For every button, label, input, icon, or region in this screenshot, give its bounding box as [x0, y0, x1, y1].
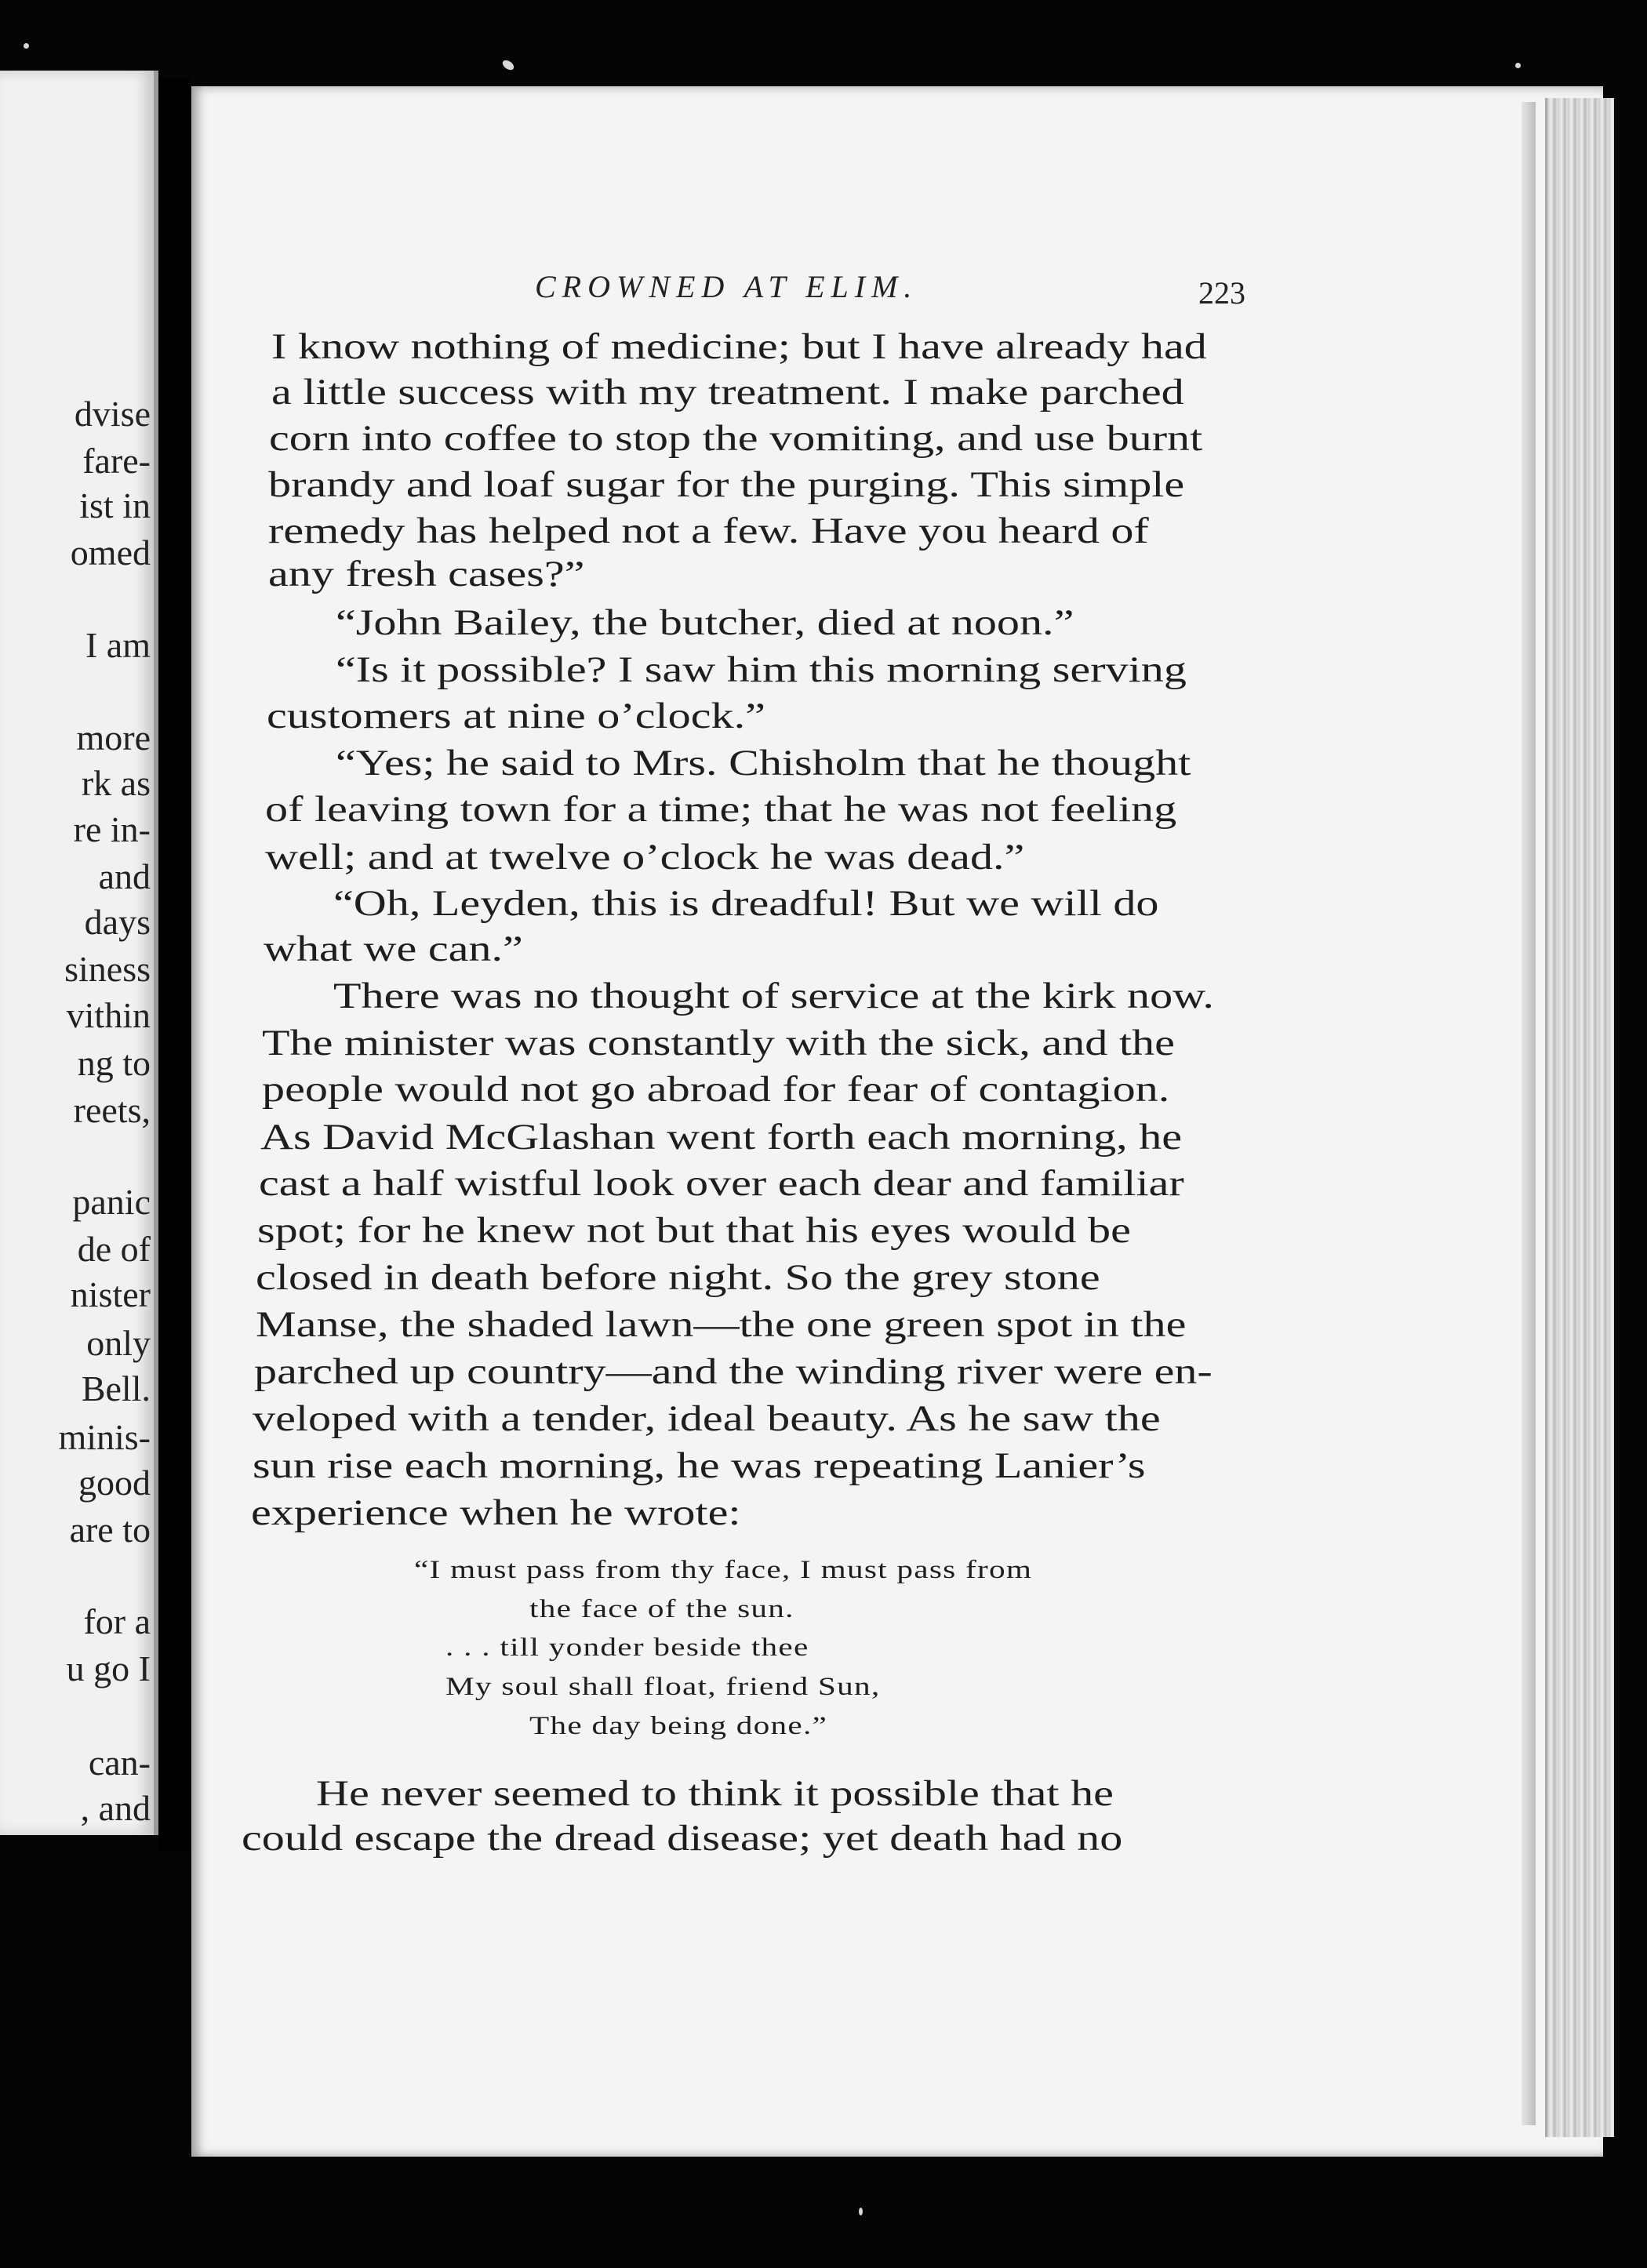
- text-line: “John Bailey, the butcher, died at noon.”: [336, 603, 1074, 643]
- previous-page-line: omed: [70, 532, 151, 572]
- text-line: He never seemed to think it possible that he: [316, 1774, 1114, 1814]
- previous-page-line: vithin: [66, 995, 151, 1035]
- text-line: of leaving town for a time; that he was not feeling: [265, 790, 1177, 830]
- text-line: could escape the dread disease; yet death had no: [242, 1819, 1123, 1859]
- previous-page-line: only: [86, 1323, 151, 1363]
- text-line: brandy and loaf sugar for the purging. This simple: [268, 465, 1185, 505]
- film-speck: [501, 58, 516, 71]
- text-line: a little success with my treatment. I make parched: [271, 373, 1184, 413]
- running-head: CROWNED AT ELIM.: [535, 269, 918, 304]
- previous-page-line: Bell.: [81, 1368, 151, 1408]
- text-line: closed in death before night. So the grey stone: [256, 1258, 1100, 1298]
- previous-page-line: reets,: [73, 1090, 151, 1130]
- poem-line: My soul shall float, friend Sun,: [445, 1673, 881, 1701]
- previous-page-line: good: [78, 1463, 151, 1503]
- page-edges: [1545, 98, 1614, 2137]
- text-line: what we can.”: [264, 929, 523, 969]
- text-line: well; and at twelve o’clock he was dead.”: [265, 838, 1025, 878]
- previous-page-line: , and: [80, 1788, 151, 1828]
- previous-page-line: can-: [88, 1743, 151, 1783]
- previous-page-fragment: [0, 71, 158, 1835]
- book-gutter: [158, 78, 190, 1851]
- previous-page-line: rk as: [81, 763, 151, 803]
- film-speck: [1515, 63, 1521, 68]
- text-line: corn into coffee to stop the vomiting, and use burnt: [269, 419, 1203, 459]
- previous-page-line: are to: [69, 1510, 151, 1550]
- previous-page-line: days: [84, 902, 151, 942]
- previous-page-line: ng to: [77, 1043, 151, 1083]
- poem-line: . . . till yonder beside thee: [445, 1634, 809, 1662]
- text-line: The minister was constantly with the sick, and the: [262, 1023, 1175, 1063]
- text-line: experience when he wrote:: [251, 1493, 741, 1533]
- previous-page-line: de of: [77, 1229, 151, 1269]
- previous-page-line: fare-: [82, 441, 151, 481]
- previous-page-line: and: [98, 856, 151, 896]
- poem-line: The day being done.”: [529, 1712, 828, 1740]
- previous-page-line: nister: [70, 1274, 151, 1314]
- poem-line: the face of the sun.: [529, 1595, 794, 1623]
- text-line: people would not go abroad for fear of contagion.: [262, 1070, 1170, 1110]
- previous-page-line: ist in: [79, 485, 151, 525]
- text-line: remedy has helped not a few. Have you heard of: [268, 511, 1149, 551]
- text-line: “Is it possible? I saw him this morning serving: [336, 650, 1187, 690]
- page-number: 223: [1198, 275, 1245, 311]
- text-line: As David McGlashan went forth each morning, he: [260, 1118, 1183, 1158]
- text-line: cast a half wistful look over each dear and familiar: [259, 1164, 1184, 1204]
- film-speck: [859, 2208, 863, 2215]
- previous-page-line: u go I: [66, 1648, 151, 1688]
- text-line: There was no thought of service at the kirk now.: [333, 976, 1214, 1016]
- text-line: sun rise each morning, he was repeating Lanier’s: [253, 1446, 1146, 1486]
- previous-page-line: for a: [83, 1601, 151, 1641]
- previous-page-line: siness: [64, 949, 151, 989]
- text-line: veloped with a tender, ideal beauty. As he saw the: [253, 1399, 1161, 1439]
- previous-page-line: panic: [72, 1182, 151, 1222]
- previous-page-line: dvise: [74, 394, 151, 434]
- text-line: customers at nine o’clock.”: [267, 696, 765, 736]
- previous-page-line: more: [76, 718, 151, 758]
- text-line: Manse, the shaded lawn—the one green spot in the: [256, 1305, 1187, 1345]
- previous-page-line: re in-: [73, 809, 151, 849]
- page-edge-shadow: [1522, 102, 1536, 2125]
- text-line: parched up country—and the winding river were en-: [254, 1352, 1213, 1392]
- poem-line: “I must pass from thy face, I must pass from: [414, 1556, 1033, 1584]
- previous-page-line: I am: [85, 625, 151, 665]
- previous-page-line: minis-: [58, 1417, 151, 1457]
- text-line: “Oh, Leyden, this is dreadful! But we will do: [333, 884, 1159, 924]
- text-line: any fresh cases?”: [268, 554, 585, 594]
- text-line: I know nothing of medicine; but I have already had: [271, 327, 1207, 367]
- text-line: “Yes; he said to Mrs. Chisholm that he thought: [336, 743, 1191, 783]
- text-line: spot; for he knew not but that his eyes would be: [257, 1211, 1131, 1251]
- film-speck: [24, 43, 29, 49]
